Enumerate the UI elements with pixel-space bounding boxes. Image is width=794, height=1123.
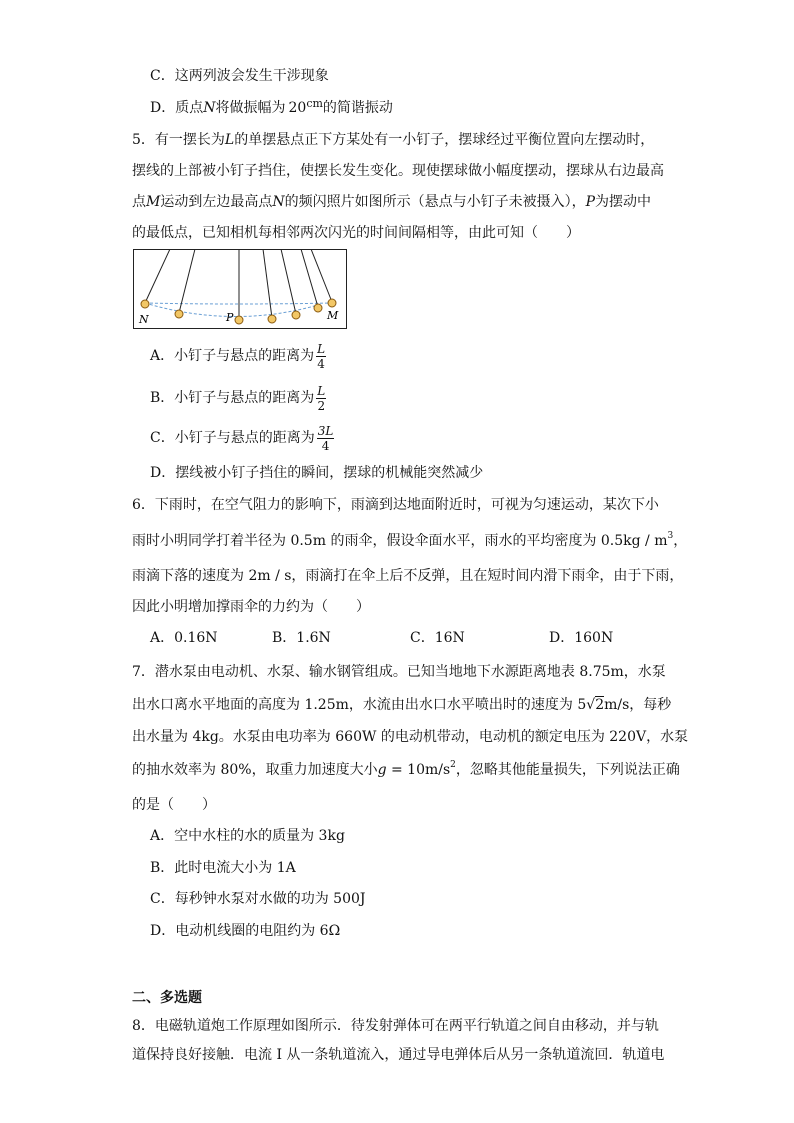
pendulum-bob xyxy=(235,316,243,324)
q6-option-b: B．1.6N xyxy=(272,630,331,646)
q6-option-c: C．16N xyxy=(410,630,465,646)
pendulum-strobe-figure xyxy=(133,249,347,329)
q7-option-b: B．此时电流大小为 1A xyxy=(150,860,296,876)
q6-option-d: D．160N xyxy=(549,630,614,646)
q7-stem-line1: 7．潜水泵由电动机、水泵、输水钢管组成。已知当地地下水源距离地表 8.75m，水泵 xyxy=(132,664,666,680)
q7-stem-line2: 出水口离水平地面的高度为 1.25m，水流由出水口水平喷出时的速度为 5√2m/s，每秒 xyxy=(132,697,672,713)
q7-stem-line4: 的抽水效率为 80%，取重力加速度大小$g = 10m/s^2$，忽略其他能量损失，下列说法正确 xyxy=(132,760,680,778)
q5-option-c: C．小钉子与悬点的距离为 $\frac{3L}{4}$ xyxy=(150,423,334,453)
pendulum-bob xyxy=(292,311,300,319)
fraction: $\frac{L}{4}$ xyxy=(317,341,326,371)
q6-stem-line4: 因此小明增加撑雨伞的力约为（ ） xyxy=(132,599,370,615)
pendulum-bob xyxy=(314,304,322,312)
q8-stem-line1: 8．电磁轨道炮工作原理如图所示．待发射弹体可在两平行轨道之间自由移动，并与轨 xyxy=(132,1018,659,1034)
q5-stem-line2: 摆线的上部被小钉子挡住，使摆长发生变化。现使摆球做小幅度摆动，摆球从右边最高 xyxy=(132,163,664,179)
label-m: M xyxy=(327,309,339,322)
q5-stem-line4: 的最低点，已知相机每相邻两次闪光的时间间隔相等，由此可知（ ） xyxy=(132,225,580,241)
sqrt-symbol: √2 xyxy=(586,697,605,713)
fraction: $\frac{L}{2}$ xyxy=(317,383,326,413)
q5-stem-line3: 点M运动到左边最高点N的频闪照片如图所示（悬点与小钉子未被摄入），P为摆动中 xyxy=(132,194,652,210)
q4-option-d: D．质点N将做振幅为 $20^{cm}$的简谐振动 xyxy=(150,97,393,116)
q6-stem-line2: 雨时小明同学打着半径为 0.5m 的雨伞，假设伞面水平，雨水的平均密度为 $0.5kg / m^3$， xyxy=(132,531,688,549)
q5-option-b: B．小钉子与悬点的距离为 $\frac{L}{2}$ xyxy=(150,383,326,413)
q7-stem-line5: 的是（ ） xyxy=(132,797,216,813)
q5-option-a: A．小钉子与悬点的距离为 $\frac{L}{4}$ xyxy=(150,341,326,371)
label-n: N xyxy=(139,313,149,326)
q4-option-c: C．这两列波会发生干涉现象 xyxy=(150,68,329,84)
q6-stem-line1: 6．下雨时，在空气阻力的影响下，雨滴到达地面附近时，可视为匀速运动，某次下小 xyxy=(132,497,659,513)
q6-option-a: A．0.16N xyxy=(150,630,218,646)
pendulum-bob xyxy=(328,299,336,307)
pendulum-bob xyxy=(175,310,183,318)
q7-stem-line3: 出水量为 4kg。水泵由电功率为 660W 的电动机带动，电动机的额定电压为 220V，水泵 xyxy=(132,729,689,745)
q7-option-d: D．电动机线圈的电阻约为 6Ω xyxy=(150,923,341,939)
q5-stem-line1: 5．有一摆长为L的单摆悬点正下方某处有一小钉子，摆球经过平衡位置向左摆动时， xyxy=(132,132,655,148)
q7-option-a: A．空中水柱的水的质量为 3kg xyxy=(150,828,345,844)
q6-stem-line3: 雨滴下落的速度为 2m / s，雨滴打在伞上后不反弹，且在短时间内滑下雨伞，由于下雨， xyxy=(132,568,684,584)
pendulum-bob xyxy=(268,315,276,323)
q5-option-d: D．摆线被小钉子挡住的瞬间，摆球的机械能突然减少 xyxy=(150,465,484,481)
label-p: P xyxy=(226,311,234,324)
pendulum-bob xyxy=(141,300,149,308)
section-heading-multiple-choice: 二、多选题 xyxy=(132,990,202,1006)
q8-stem-line2: 道保持良好接触．电流 I 从一条轨道流入，通过导电弹体后从另一条轨道流回．轨道电 xyxy=(132,1047,665,1063)
q7-option-c: C．每秒钟水泵对水做的功为 500J xyxy=(150,891,366,907)
fraction: $\frac{3L}{4}$ xyxy=(317,423,334,453)
